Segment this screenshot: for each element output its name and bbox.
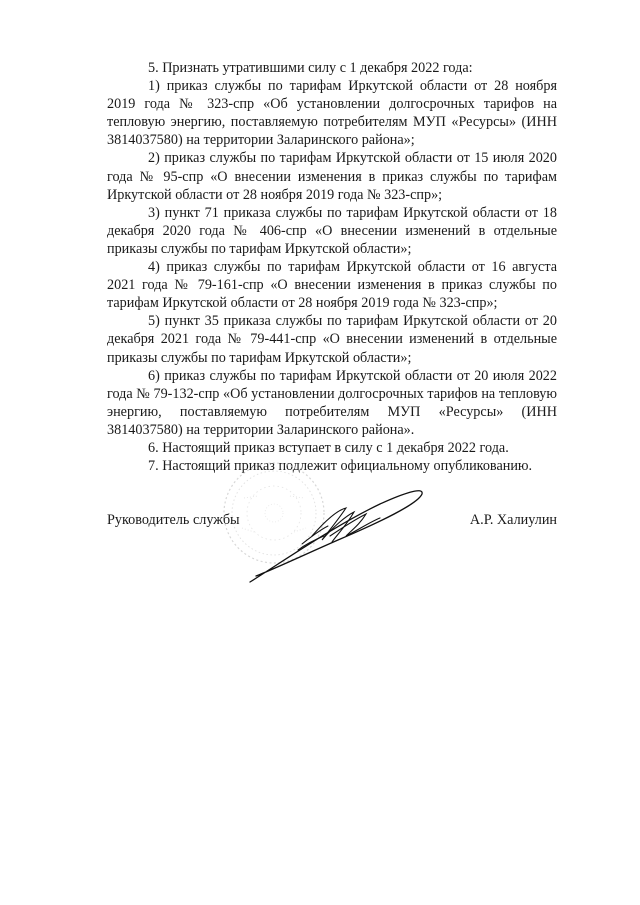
list-item-6: 6) приказ службы по тарифам Иркутской области от 20 июля 2022 года № 79-132-спр «Об установлении долгосрочных тарифов на тепловую энергию, поставляемую потребителям МУП «Ресурсы» (ИНН 3814037580) на территории Заларинского района». xyxy=(107,367,557,438)
paragraph-item-5-heading: 5. Признать утратившими силу с 1 декабря 2022 года: xyxy=(148,60,473,76)
signer-position: Руководитель службы xyxy=(107,512,240,528)
signer-name: А.Р. Халиулин xyxy=(469,512,557,528)
paragraph-item-7: 7. Настоящий приказ подлежит официальному опубликованию. xyxy=(148,458,533,475)
list-item-1: 1) приказ службы по тарифам Иркутской области от 28 ноября 2019 года № 323-спр «Об установлении долгосрочных тарифов на тепловую энергию, поставляемую потребителям МУП «Ресурсы» (ИНН 3814037580) на территории Заларинского района»; xyxy=(107,78,557,149)
list-item-2: 2) приказ службы по тарифам Иркутской области от 15 июля 2020 года № 95-спр «О внесении изменения в приказ службы по тарифам Иркутской области от 28 ноября 2019 года № 323-спр»; xyxy=(107,150,557,203)
signature-block xyxy=(107,511,557,529)
document-body xyxy=(107,59,557,475)
list-item-3: 3) пункт 71 приказа службы по тарифам Иркутской области от 18 декабря 2020 года № 406-спр «О внесении изменений в отдельные приказы службы по тарифам Иркутской области»; xyxy=(107,204,557,257)
list-item-4: 4) приказ службы по тарифам Иркутской области от 16 августа 2021 года № 79-161-спр «О внесении изменения в приказ службы по тарифам Иркутской области от 28 ноября 2019 года № 323-спр»; xyxy=(107,259,557,312)
paragraph-item-6: 6. Настоящий приказ вступает в силу с 1 декабря 2022 года. xyxy=(148,439,509,456)
handwritten-signature-icon xyxy=(242,478,428,588)
list-item-5: 5) пункт 35 приказа службы по тарифам Иркутской области от 20 декабря 2021 года № 79-441-спр «О внесении изменений в отдельные приказы службы по тарифам Иркутской области»; xyxy=(107,313,557,366)
